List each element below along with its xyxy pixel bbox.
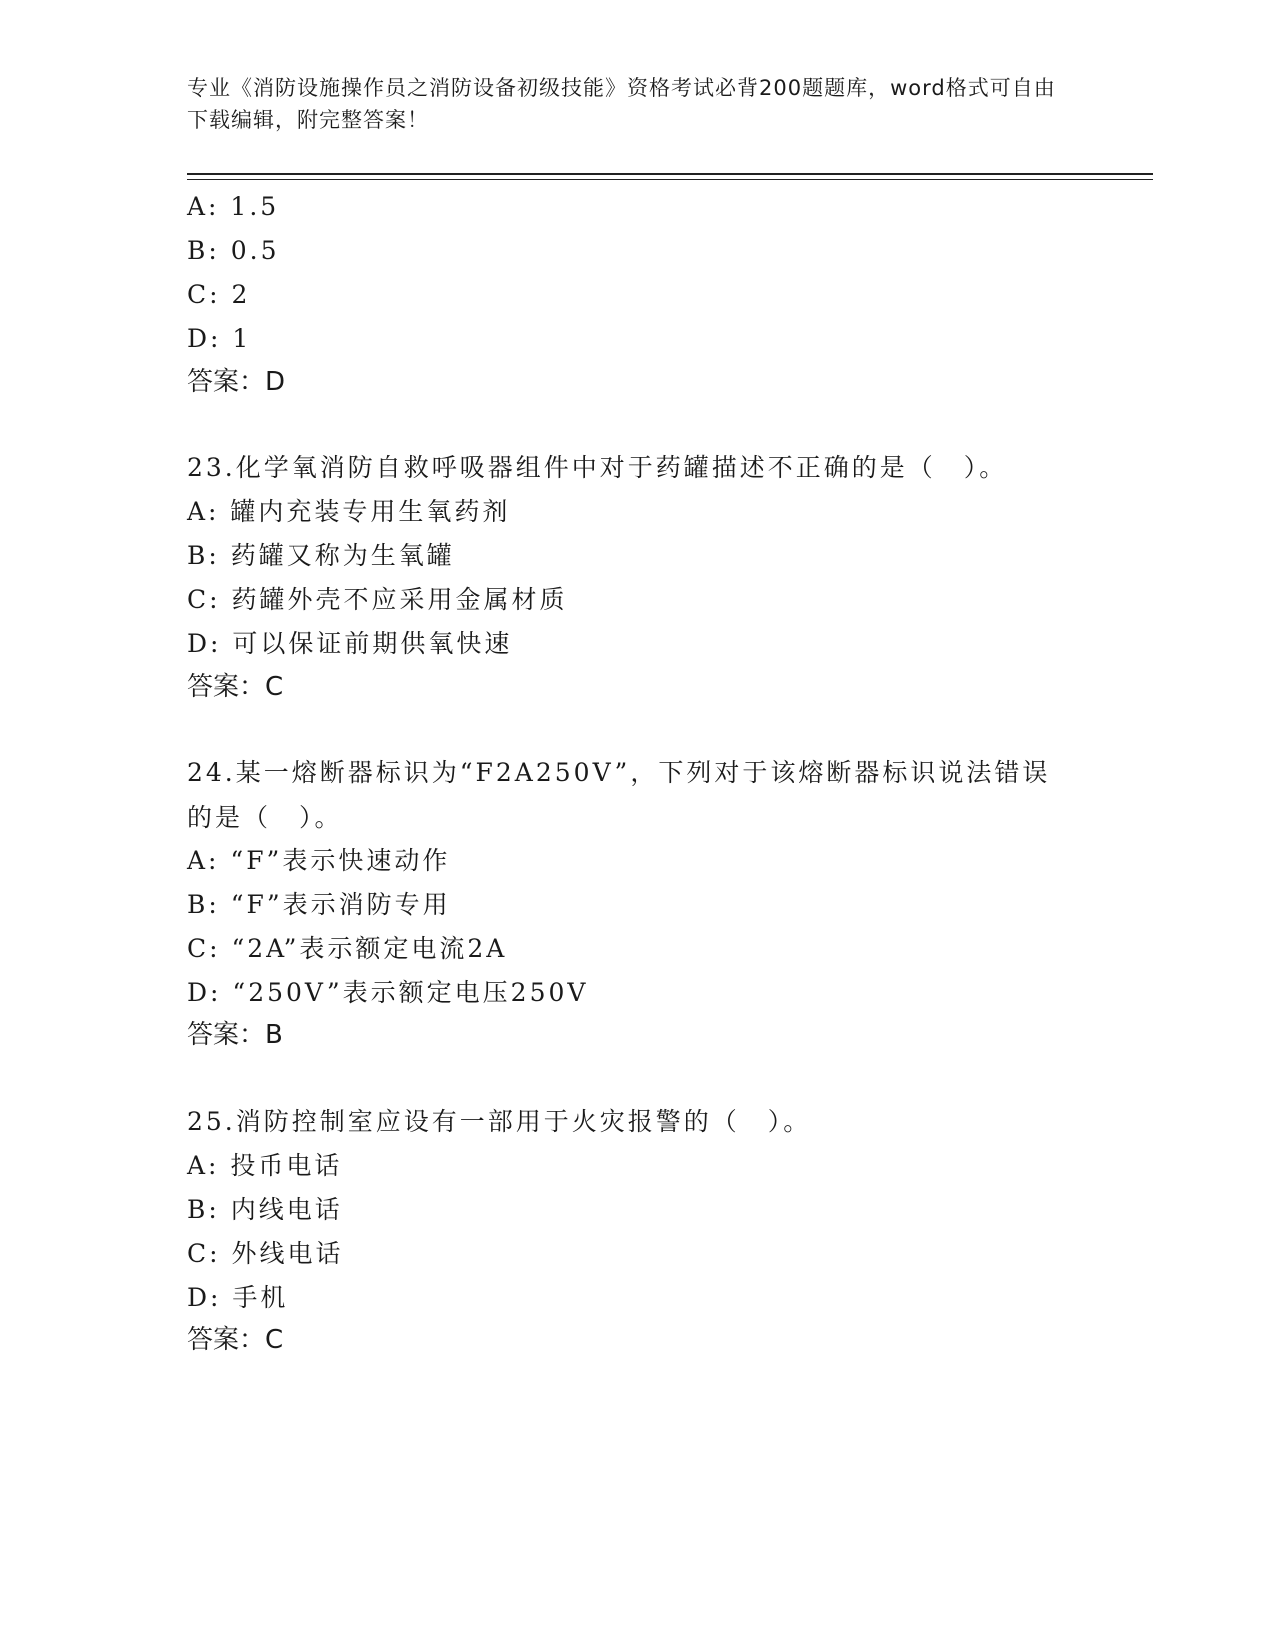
header-divider-bottom: [187, 179, 1153, 180]
q24-option-c: C: “2A”表示额定电流2A: [187, 934, 508, 963]
q25-title: 25.消防控制室应设有一部用于火灾报警的（ ）。: [187, 1107, 812, 1136]
q23-option-c: C: 药罐外壳不应采用金属材质: [187, 585, 568, 614]
q23-option-d: D: 可以保证前期供氧快速: [187, 629, 513, 658]
q25-option-a: A: 投币电话: [187, 1151, 343, 1180]
q25-option-d: D: 手机: [187, 1283, 289, 1312]
q25-option-b: B: 内线电话: [187, 1195, 343, 1224]
q22-option-c: C: 2: [187, 280, 251, 309]
q23-option-a: A: 罐内充装专用生氧药剂: [187, 497, 511, 526]
q25-option-c: C: 外线电话: [187, 1239, 344, 1268]
q25-answer: 答案：C: [187, 1325, 284, 1355]
q22-answer: 答案：D: [187, 367, 286, 397]
q23-title: 23.化学氧消防自救呼吸器组件中对于药罐描述不正确的是（ ）。: [187, 453, 1008, 482]
header-divider-top: [187, 173, 1153, 175]
q24-answer: 答案：B: [187, 1020, 283, 1050]
q24-option-d: D: “250V”表示额定电压250V: [187, 978, 589, 1007]
q23-option-b: B: 药罐又称为生氧罐: [187, 541, 455, 570]
q22-option-b: B: 0.5: [187, 236, 280, 265]
q23-answer: 答案：C: [187, 672, 284, 702]
q24-option-b: B: “F”表示消防专用: [187, 890, 451, 919]
document-header: 专业《消防设施操作员之消防设备初级技能》资格考试必背200题题库，word格式可自由下载编辑，附完整答案！: [187, 76, 1056, 132]
q24-option-a: A: “F”表示快速动作: [187, 846, 451, 875]
q22-option-d: D: 1: [187, 324, 252, 353]
q22-option-a: A: 1.5: [187, 192, 280, 221]
q24-title: 24.某一熔断器标识为“F2A250V”，下列对于该熔断器标识说法错误的是（ ）。: [187, 758, 1051, 832]
